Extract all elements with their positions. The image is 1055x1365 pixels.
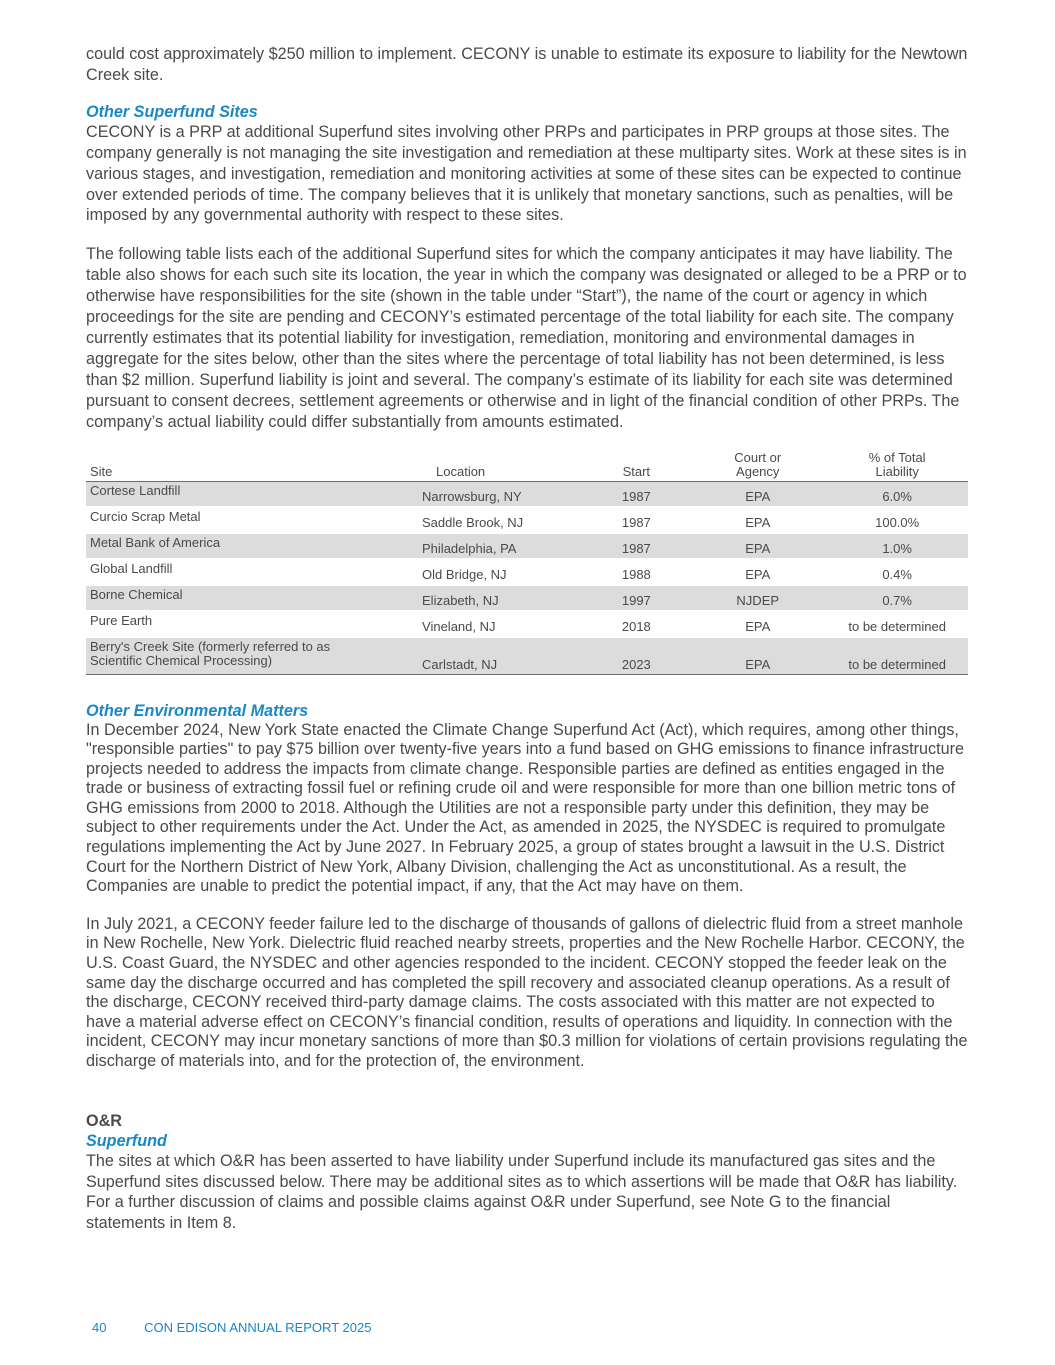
cell-agency: EPA [689, 507, 826, 533]
cell-location: Philadelphia, PA [422, 533, 583, 559]
table-header-row [86, 451, 968, 482]
cell-location: Saddle Brook, NJ [422, 507, 583, 533]
cell-start: 1987 [583, 481, 689, 507]
cell-agency: EPA [689, 481, 826, 507]
cell-pct: to be determined [826, 611, 968, 637]
cell-site: Curcio Scrap Metal [86, 507, 422, 533]
cell-site-line2: Scientific Chemical Processing) [90, 652, 273, 668]
cell-pct: 0.4% [826, 559, 968, 585]
header-court-agency-line2: Agency [736, 463, 780, 479]
header-location: Location [422, 451, 583, 482]
header-pct-line2: Liability [875, 463, 919, 479]
cell-site [86, 637, 422, 675]
cell-site: Pure Earth [86, 611, 422, 637]
cell-location: Carlstadt, NJ [422, 637, 583, 675]
cell-pct: 100.0% [826, 507, 968, 533]
other-superfund-heading: Other Superfund Sites [86, 102, 258, 121]
header-court-agency-line1: Court or [734, 449, 782, 465]
other-superfund-paragraph-1: CECONY is a PRP at additional Superfund sites involving other PRPs and participates in PRP groups at those sites. The company generally is not managing the site investigation and remediation at these multiparty sites. Work at these sites is in various stages, and investigation, remediation and monitoring activities at some of these sites can be expected to continue over extended periods of time. The company believes that it is unlikely that monetary sanctions, such as penalties, will be imposed by any governmental authority with respect to these sites. [86, 122, 967, 225]
cell-agency: EPA [689, 533, 826, 559]
cell-site: Global Landfill [86, 559, 422, 585]
header-pct-line1: % of Total [868, 449, 926, 465]
cell-site: Cortese Landfill [86, 481, 422, 507]
page-footer [92, 1320, 371, 1335]
cell-site-line1: Berry's Creek Site (formerly referred to as [90, 638, 331, 654]
cell-location: Vineland, NJ [422, 611, 583, 637]
header-site: Site [86, 451, 422, 482]
cell-location: Old Bridge, NJ [422, 559, 583, 585]
cell-location: Narrowsburg, NY [422, 481, 583, 507]
cell-agency: EPA [689, 611, 826, 637]
other-environmental-paragraph-2: In July 2021, a CECONY feeder failure led to the discharge of thousands of gallons of dielectric fluid from a street manhole in New Rochelle, New York. Dielectric fluid reached nearby streets, properties and the New Rochelle Harbor. CECONY, the U.S. Coast Guard, the NYSDEC and other agencies responded to the incident. CECONY stopped the feeder leak on the same day the discharge occurred and has completed the spill recovery and associated cleanup operations. As a result of the discharge, CECONY received third-party damage claims. The costs associated with this matter are not expected to have a material adverse effect on CECONY’s financial condition, results of operations and liquidity. In connection with the incident, CECONY may incur monetary sanctions of more than $0.3 million for violations of certain provisions regulating the discharge of materials into, and for the protection of, the environment. [86, 914, 968, 1070]
page-content [86, 44, 968, 1234]
table-row [86, 637, 968, 675]
table-row [86, 585, 968, 611]
superfund-sites-table [86, 451, 968, 675]
cell-agency: EPA [689, 559, 826, 585]
cell-start: 1988 [583, 559, 689, 585]
cell-agency: NJDEP [689, 585, 826, 611]
cell-pct: to be determined [826, 637, 968, 675]
header-start: Start [583, 451, 689, 482]
cell-agency: EPA [689, 637, 826, 675]
cell-start: 1987 [583, 507, 689, 533]
oandr-heading: O&R [86, 1111, 122, 1130]
intro-paragraph: could cost approximately $250 million to implement. CECONY is unable to estimate its exposure to liability for the Newtown Creek site. [86, 45, 968, 84]
cell-pct: 0.7% [826, 585, 968, 611]
cell-site: Metal Bank of America [86, 533, 422, 559]
cell-site: Borne Chemical [86, 585, 422, 611]
page-number: 40 [92, 1320, 107, 1335]
table-row [86, 481, 968, 507]
cell-start: 1987 [583, 533, 689, 559]
cell-start: 1997 [583, 585, 689, 611]
report-title: CON EDISON ANNUAL REPORT 2025 [144, 1320, 372, 1335]
cell-pct: 1.0% [826, 533, 968, 559]
table-row [86, 507, 968, 533]
table-row [86, 611, 968, 637]
header-court-agency [689, 451, 826, 482]
cell-start: 2023 [583, 637, 689, 675]
oandr-superfund-heading: Superfund [86, 1131, 167, 1150]
oandr-superfund-paragraph: The sites at which O&R has been asserted to have liability under Superfund include its manufactured gas sites and the Superfund sites discussed below. There may be additional sites as to which assertions will be made that O&R has liability. For a further discussion of claims and possible claims against O&R under Superfund, see Note G to the financial statements in Item 8. [86, 1151, 958, 1233]
other-environmental-heading: Other Environmental Matters [86, 701, 309, 720]
other-environmental-paragraph-1: In December 2024, New York State enacted the Climate Change Superfund Act (Act), which requires, among other things, "responsible parties" to pay $75 billion over twenty-five years into a fund based on GHG emissions to finance infrastructure projects needed to address the impacts from climate change. Responsible parties are defined as entities engaged in the trade or business of extracting fossil fuel or refining crude oil and were responsible for more than one billion metric tons of GHG emissions from 2000 to 2018. Although the Utilities are not a responsible party under this definition, they may be subject to other requirements under the Act. Under the Act, as amended in 2025, the NYSDEC is required to promulgate regulations implementing the Act by June 2027. In February 2025, a group of states brought a lawsuit in the U.S. District Court for the Northern District of New York, Albany Division, challenging the Act as unconstitutional. As a result, the Companies are unable to predict the potential impact, if any, that the Act may have on them. [86, 720, 964, 896]
table-row [86, 533, 968, 559]
header-pct-total-liability [826, 451, 968, 482]
table-row [86, 559, 968, 585]
cell-location: Elizabeth, NJ [422, 585, 583, 611]
other-superfund-paragraph-2: The following table lists each of the additional Superfund sites for which the company anticipates it may have liability. The table also shows for each such site its location, the year in which the company was designated or alleged to be a PRP or to otherwise have responsibilities for the site (shown in the table under “Start”), the name of the court or agency in which proceedings for the site are pending and CECONY’s estimated percentage of the total liability for each site. The company currently estimates that its potential liability for investigation, remediation, monitoring and environmental damages in aggregate for the sites below, other than the sites where the percentage of total liability has not been determined, is less than $2 million. Superfund liability is joint and several. The company’s estimate of its liability for each site was determined pursuant to consent decrees, settlement agreements or otherwise and in light of the financial condition of other PRPs. The company’s actual liability could differ substantially from amounts estimated. [86, 245, 967, 431]
cell-pct: 6.0% [826, 481, 968, 507]
cell-start: 2018 [583, 611, 689, 637]
